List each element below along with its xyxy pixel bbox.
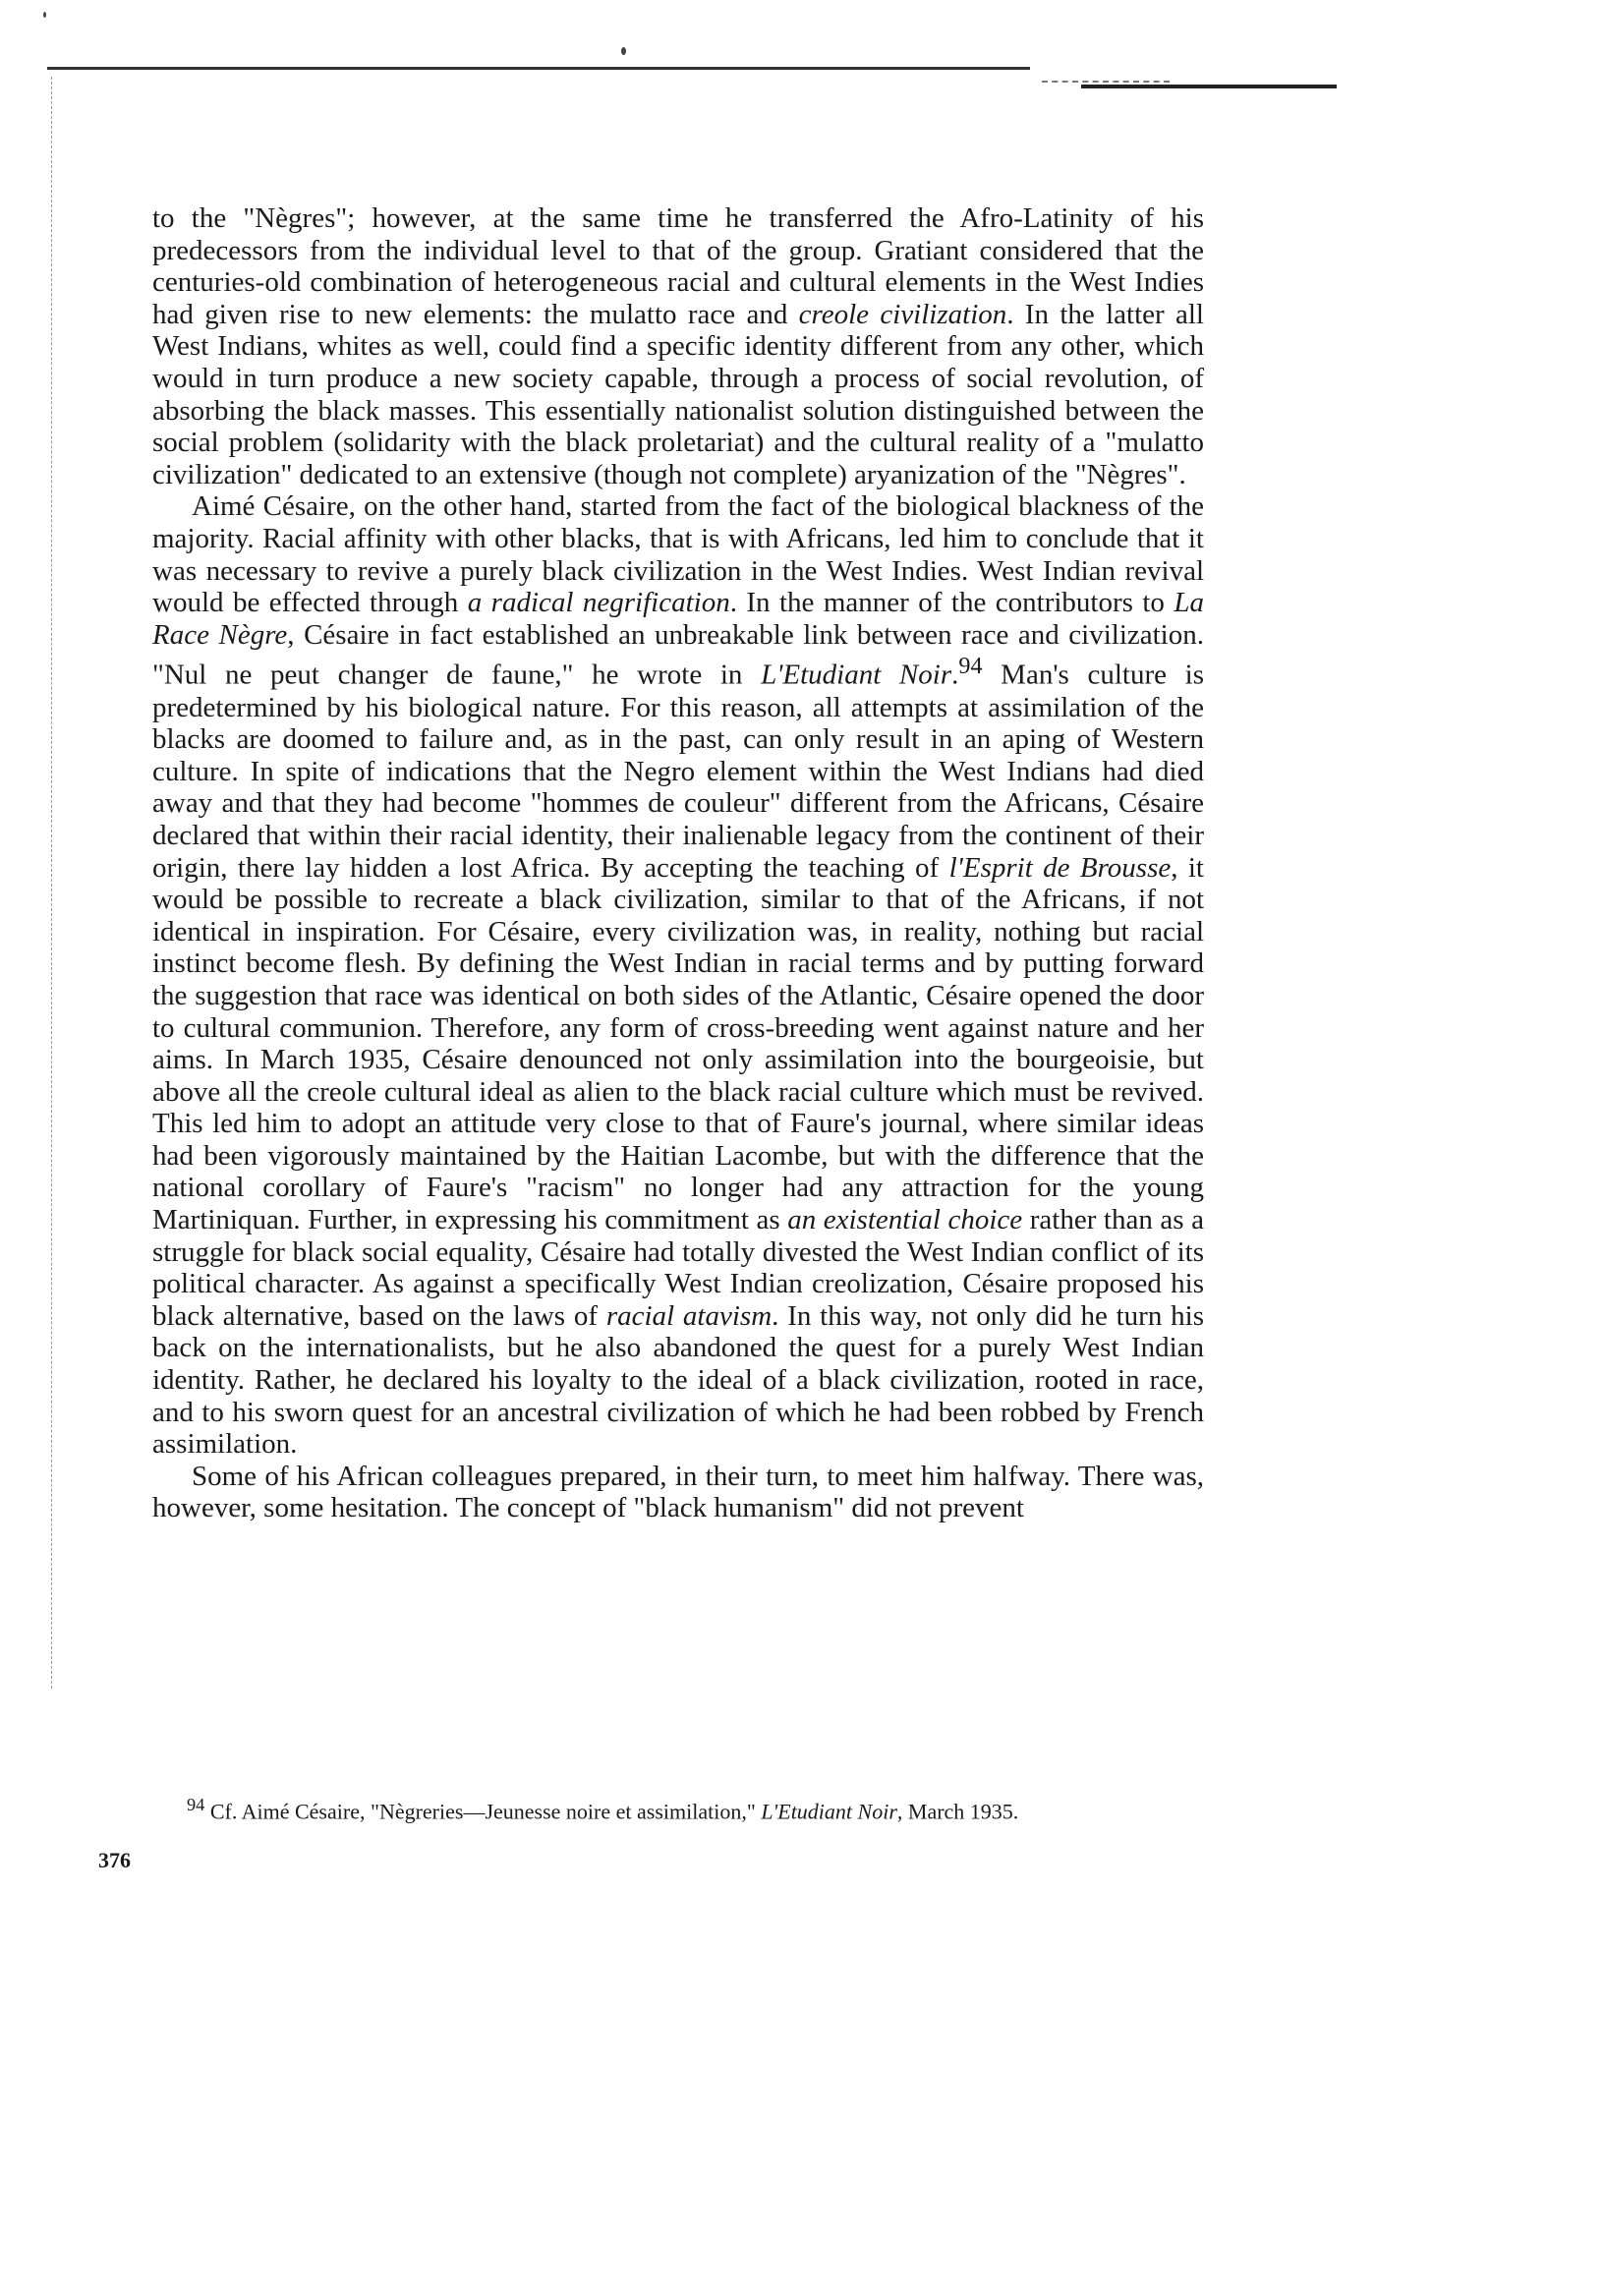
scan-speck xyxy=(43,12,46,18)
text-run: Some of his African colleagues prepared, in their turn, to meet him halfway. There was, however, some hesitation. The concept of "black humanism" did not prevent xyxy=(152,1460,1204,1524)
text-run: , March 1935. xyxy=(896,1799,1019,1824)
paragraph xyxy=(152,202,1204,490)
header-rule xyxy=(47,67,1030,70)
text-run: , Césaire in fact established an unbreakable link between race and civilization. "Nul ne peut changer de faune," he wrote in xyxy=(152,618,1204,691)
scan-margin-line xyxy=(51,77,52,1689)
italic-text: racial atavism xyxy=(605,1299,773,1332)
header-rule-dashed xyxy=(1042,81,1170,83)
text-run: . xyxy=(951,659,959,691)
italic-text: an existential choice xyxy=(787,1204,1023,1236)
text-run: rather than as a struggle for black social equality, Césaire had totally divested the West Indian conflict of its political character. As against a specifically West Indian creolization, Césaire proposed his black alternative, based on the laws of xyxy=(152,1204,1204,1332)
text-run: to the "Nègres"; however, at the same time he transferred the Afro-Latinity of his predecessors from the individual level to that of the group. Gratiant considered that the centuries-old combination of heterogeneous racial and cultural elements in the West Indies had given rise to new elements: the mulatto race and xyxy=(152,202,1204,330)
footnote xyxy=(187,1791,1229,1825)
footnote-marker: 94 xyxy=(187,1795,205,1814)
italic-text: a radical negrification xyxy=(467,587,730,619)
scan-speck xyxy=(621,47,626,55)
footnote-text xyxy=(204,1799,1018,1823)
paragraph xyxy=(152,490,1204,1460)
italic-text: l'Esprit de Brousse xyxy=(948,851,1172,884)
body-text xyxy=(152,202,1204,1524)
text-run: Cf. Aimé Césaire, "Nègreries—Jeunesse noire et assimilation," xyxy=(204,1799,762,1824)
page-number: 376 xyxy=(98,1848,131,1872)
text-run: . In the manner of the contributors to xyxy=(729,587,1174,619)
header-rule-right xyxy=(1081,85,1337,88)
text-run: . In the latter all West Indians, whites as well, could find a specific identity different from any other, which would in turn produce a new society capable, through a process of social revolution, of absorbing the black masses. This essentially nationalist solution distinguished between the social problem (solidarity with the black proletariat) and the cultural reality of a "mulatto civilization" dedicated to an extensive (though not complete) aryanization of the "Nègres". xyxy=(152,298,1204,490)
text-run: Man's culture is predetermined by his biological nature. For this reason, all attempts at assimilation of the blacks are doomed to failure and, as in the past, can only result in an aping of Western culture. In spite of indications that the Negro element within the West Indians had died away and that they had become "hommes de couleur" different from the Africans, Césaire declared that within their racial identity, their inalienable legacy from the continent of their origin, there lay hidden a lost Africa. By accepting the teaching of xyxy=(152,659,1205,884)
text-run: , it would be possible to recreate a black civilization, similar to that of the Africans, if not identical in inspiration. For Césaire, every civilization was, in reality, nothing but racial instinct become flesh. By defining the West Indian in racial terms and by putting forward the suggestion that race was identical on both sides of the Atlantic, Césaire opened the door to cultural communion. Therefore, any form of cross-breeding went against nature and her aims. In March 1935, Césaire denounced not only assimilation into the bourgeoisie, but above all the creole cultural ideal as alien to the black racial culture which must be revived. This led him to adopt an attitude very close to that of Faure's journal, where similar ideas had been vigorously maintained by the Haitian Lacombe, but with the difference that the national corollary of Faure's "racism" no longer had any attraction for the young Martiniquan. Further, in expressing his commitment as xyxy=(152,851,1204,1236)
italic-text: creole civilization xyxy=(798,298,1007,330)
italic-text: L'Etudiant Noir xyxy=(761,1799,897,1824)
text-run: Aimé Césaire, on the other hand, started from the fact of the biological blackness of the majority. Racial affinity with other blacks, that is with Africans, led him to conclude that it was necessary to revive a purely black civilization in the West Indies. West Indian revival would be effected through xyxy=(152,490,1204,619)
italic-text: La Race Nègre xyxy=(152,587,1204,651)
italic-text: L'Etudiant Noir xyxy=(761,659,952,691)
paragraph xyxy=(152,1461,1204,1524)
footnote-reference: 94 xyxy=(958,653,983,680)
text-run: . In this way, not only did he turn his back on the internationalists, but he also abandoned the quest for a purely West Indian identity. Rather, he declared his loyalty to the ideal of a black civilization, rooted in race, and to his sworn quest for an ancestral civilization of which he had been robbed by French assimilation. xyxy=(152,1299,1204,1461)
